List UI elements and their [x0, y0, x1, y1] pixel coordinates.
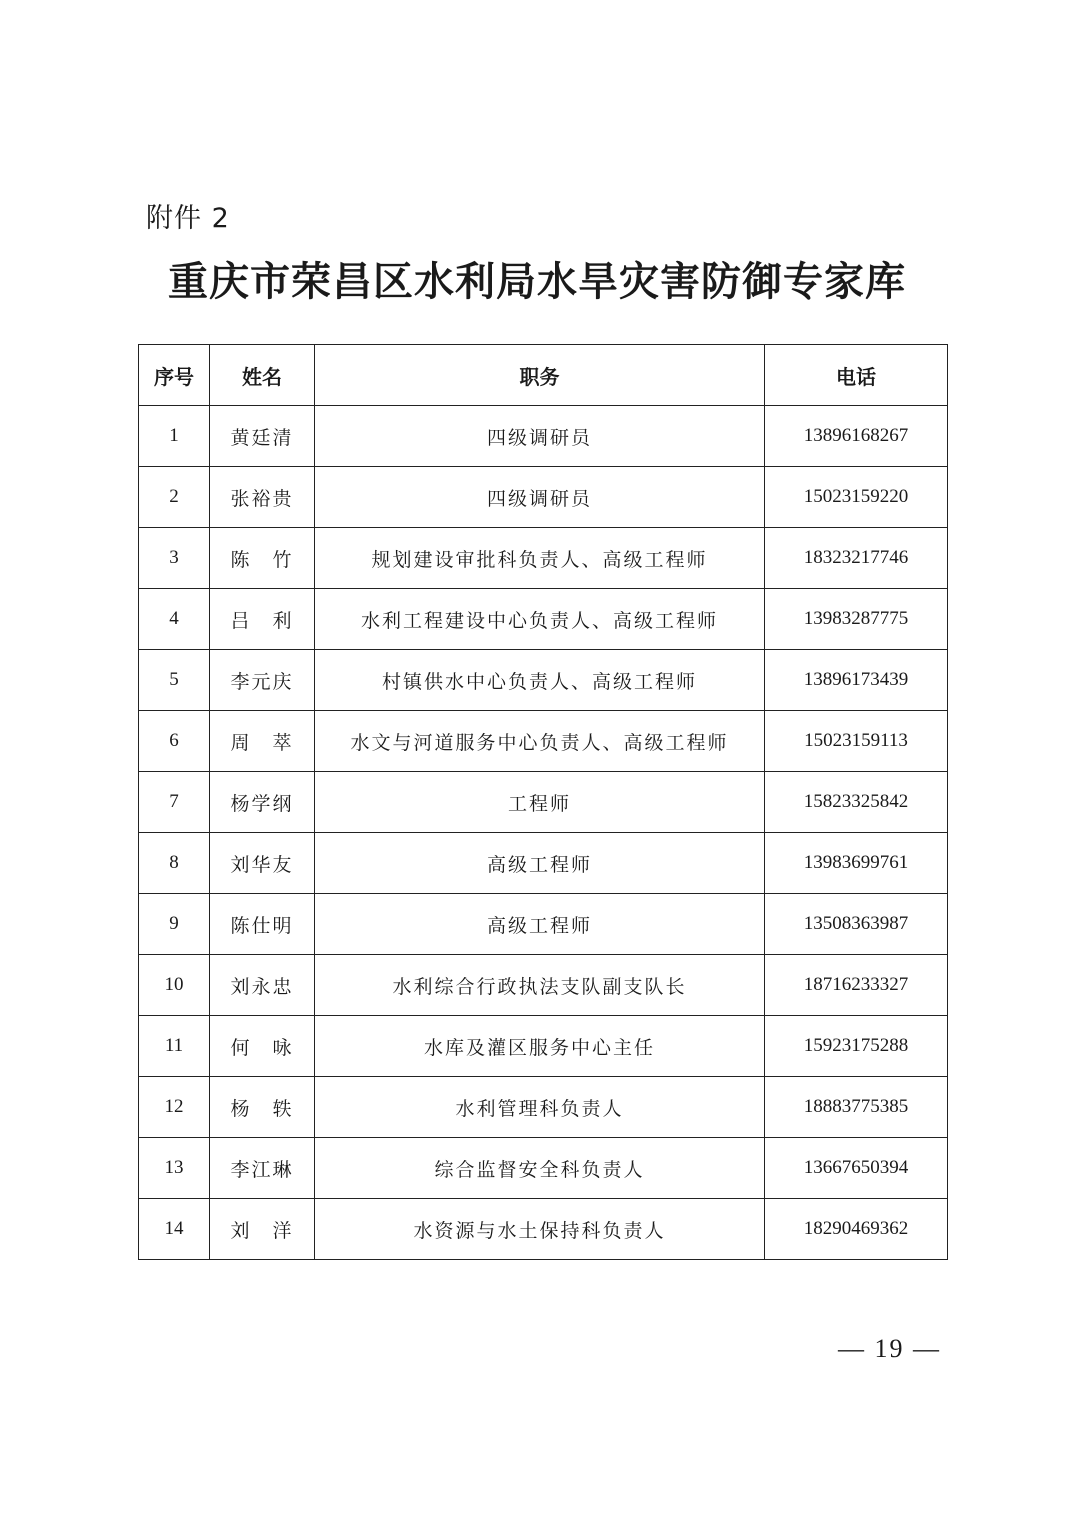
header-seq: 序号	[139, 345, 210, 406]
phone-cell: 13983699761	[765, 833, 948, 894]
name-cell: 刘 洋	[210, 1199, 315, 1260]
page-number: — 19 —	[838, 1334, 941, 1363]
seq-cell: 6	[139, 711, 210, 772]
name-cell: 刘华友	[210, 833, 315, 894]
phone-cell: 13508363987	[765, 894, 948, 955]
duty-cell: 水利综合行政执法支队副支队长	[315, 955, 765, 1016]
name-cell: 吕 利	[210, 589, 315, 650]
seq-cell: 10	[139, 955, 210, 1016]
seq-cell: 9	[139, 894, 210, 955]
seq-cell: 11	[139, 1016, 210, 1077]
duty-cell: 水库及灌区服务中心主任	[315, 1016, 765, 1077]
phone-cell: 15923175288	[765, 1016, 948, 1077]
name-cell: 张裕贵	[210, 467, 315, 528]
table-row	[139, 589, 948, 650]
seq-cell: 5	[139, 650, 210, 711]
name-cell: 陈仕明	[210, 894, 315, 955]
duty-cell: 水文与河道服务中心负责人、高级工程师	[315, 711, 765, 772]
seq-cell: 4	[139, 589, 210, 650]
header-duty: 职务	[315, 345, 765, 406]
phone-cell: 13667650394	[765, 1138, 948, 1199]
seq-cell: 3	[139, 528, 210, 589]
phone-cell: 13896168267	[765, 406, 948, 467]
table-row	[139, 772, 948, 833]
seq-cell: 1	[139, 406, 210, 467]
phone-cell: 18716233327	[765, 955, 948, 1016]
seq-cell: 2	[139, 467, 210, 528]
name-cell: 李元庆	[210, 650, 315, 711]
table-row	[139, 1199, 948, 1260]
table-body	[139, 406, 948, 1260]
phone-cell: 15823325842	[765, 772, 948, 833]
duty-cell: 规划建设审批科负责人、高级工程师	[315, 528, 765, 589]
phone-cell: 18883775385	[765, 1077, 948, 1138]
name-cell: 刘永忠	[210, 955, 315, 1016]
page-title: 重庆市荣昌区水利局水旱灾害防御专家库	[168, 258, 906, 305]
phone-cell: 15023159220	[765, 467, 948, 528]
table-row	[139, 711, 948, 772]
seq-cell: 8	[139, 833, 210, 894]
duty-cell: 高级工程师	[315, 894, 765, 955]
attachment-label: 附件 2	[146, 203, 230, 234]
duty-cell: 高级工程师	[315, 833, 765, 894]
seq-cell: 7	[139, 772, 210, 833]
name-cell: 杨学纲	[210, 772, 315, 833]
duty-cell: 工程师	[315, 772, 765, 833]
name-cell: 陈 竹	[210, 528, 315, 589]
table-row	[139, 894, 948, 955]
name-cell: 黄廷清	[210, 406, 315, 467]
name-cell: 杨 轶	[210, 1077, 315, 1138]
seq-cell: 12	[139, 1077, 210, 1138]
table-row	[139, 1077, 948, 1138]
seq-cell: 14	[139, 1199, 210, 1260]
table-row	[139, 650, 948, 711]
phone-cell: 13896173439	[765, 650, 948, 711]
duty-cell: 综合监督安全科负责人	[315, 1138, 765, 1199]
expert-table	[138, 344, 948, 1260]
duty-cell: 水利管理科负责人	[315, 1077, 765, 1138]
table-row	[139, 1016, 948, 1077]
name-cell: 李江琳	[210, 1138, 315, 1199]
table-row	[139, 406, 948, 467]
phone-cell: 15023159113	[765, 711, 948, 772]
name-cell: 周 萃	[210, 711, 315, 772]
header-name: 姓名	[210, 345, 315, 406]
table-row	[139, 833, 948, 894]
table-row	[139, 528, 948, 589]
duty-cell: 村镇供水中心负责人、高级工程师	[315, 650, 765, 711]
table-row	[139, 467, 948, 528]
phone-cell: 13983287775	[765, 589, 948, 650]
table-row	[139, 1138, 948, 1199]
seq-cell: 13	[139, 1138, 210, 1199]
phone-cell: 18290469362	[765, 1199, 948, 1260]
duty-cell: 水利工程建设中心负责人、高级工程师	[315, 589, 765, 650]
header-phone: 电话	[765, 345, 948, 406]
duty-cell: 四级调研员	[315, 406, 765, 467]
table-header-row	[139, 345, 948, 406]
duty-cell: 水资源与水土保持科负责人	[315, 1199, 765, 1260]
name-cell: 何 咏	[210, 1016, 315, 1077]
duty-cell: 四级调研员	[315, 467, 765, 528]
phone-cell: 18323217746	[765, 528, 948, 589]
table-row	[139, 955, 948, 1016]
